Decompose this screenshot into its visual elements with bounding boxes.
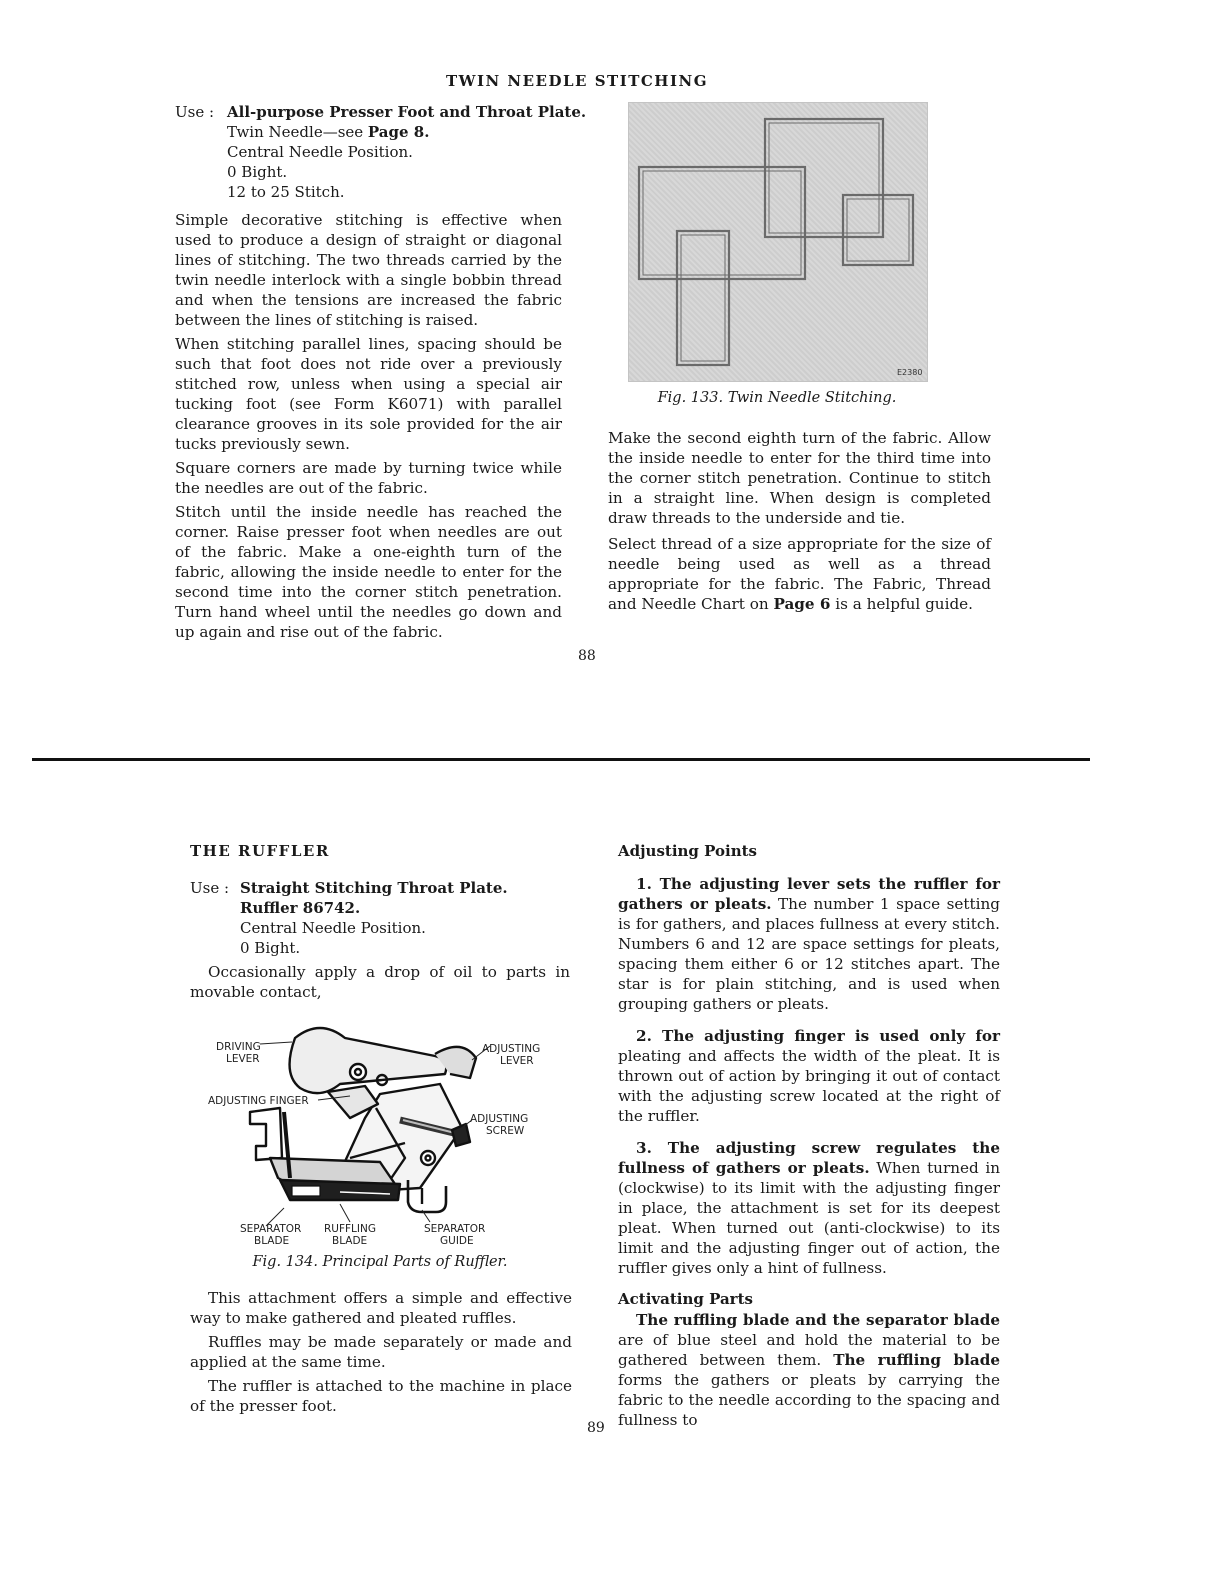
use-block-89 bbox=[190, 878, 580, 958]
label-separator-blade: SEPARATOR bbox=[240, 1223, 302, 1235]
activating-parts-heading: Activating Parts bbox=[618, 1290, 753, 1308]
paragraph: Ruffles may be made separately or made and applied at the same time. bbox=[190, 1333, 572, 1371]
right-column-89 bbox=[618, 842, 1000, 1430]
figure-133-caption: Fig. 133. Twin Needle Stitching. bbox=[657, 390, 897, 406]
paragraph: Simple decorative stitching is effective when used to produce a design of straight or diagonal lines of stitching. The two threads carried by the twin needle interlock with a single bobbin thread and when the tensions are increased the fabric between the lines of stitching is raised. bbox=[175, 211, 562, 329]
stitched-squares-figure bbox=[629, 103, 927, 381]
label-ruffling-blade: RUFFLING bbox=[324, 1223, 376, 1235]
label-separator-guide: SEPARATOR bbox=[424, 1223, 486, 1235]
page-divider bbox=[32, 758, 1090, 761]
use-line: Twin Needle—see Page 8. bbox=[227, 123, 430, 141]
use-line: 12 to 25 Stitch. bbox=[227, 183, 345, 201]
paragraph: Stitch until the inside needle has reached the corner. Raise presser foot when needles are out of the fabric. Make a one-eighth turn of the fabric, allowing the inside needle to enter for the second time into the corner stitch penetration. Turn hand wheel until the needles go down and up again and rise out of the fabric. bbox=[175, 503, 562, 641]
label-separator-guide: GUIDE bbox=[440, 1235, 474, 1247]
page-number: 88 bbox=[578, 648, 596, 664]
adjusting-point: 3. The adjusting screw regulates the fullness of gathers or pleats. When turned in (clockwise) to its limit with the adjusting finger in place, the attachment is set for its deepest pleat. When turned out (anti-clockwise) to its limit and the adjusting finger out of action, the ruffler gives only a hint of fullness. bbox=[618, 1139, 1001, 1277]
use-line: Straight Stitching Throat Plate. bbox=[240, 879, 508, 897]
paragraph: Make the second eighth turn of the fabric. Allow the inside needle to enter for the third time into the corner stitch penetration. Continue to stitch in a straight line. When design is completed draw threads to the underside and tie. bbox=[608, 429, 991, 527]
figure-code: E2380 bbox=[897, 368, 923, 377]
page-89-title: THE RUFFLER bbox=[190, 842, 330, 860]
activating-paragraph: The ruffling blade and the separator blade are of blue steel and hold the material to be gathered between them. The ruffling blade forms the gathers or pleats by carrying the fabric to the needle according to the spacing and fullness to bbox=[618, 1311, 1000, 1429]
use-line: Central Needle Position. bbox=[227, 143, 413, 161]
right-column-88 bbox=[608, 428, 991, 614]
use-line: Central Needle Position. bbox=[240, 919, 426, 937]
label-adjusting-screw: SCREW bbox=[486, 1125, 525, 1137]
left-column-88 bbox=[175, 210, 562, 642]
oil-paragraph: Occasionally apply a drop of oil to parts in movable contact, bbox=[190, 963, 570, 1001]
paragraph: When stitching parallel lines, spacing should be such that foot does not ride over a previously stitched row, unless when using a special air tucking foot (see Form K6071) with parallel clearance grooves in its sole provided for the air tucks previously sewn. bbox=[175, 335, 562, 453]
page-number: 89 bbox=[587, 1420, 605, 1436]
adjusting-point: 1. The adjusting lever sets the ruffler for gathers or pleats. The number 1 space setting is for gathers, and places fullness at every stitch. Numbers 6 and 12 are space settings for pleats, spacing them either 6 or 12 stitches apart. The star is for plain stitching, and is used when grouping gathers or pleats. bbox=[618, 875, 1000, 1013]
label-ruffling-blade: BLADE bbox=[332, 1235, 368, 1247]
label-adjusting-screw: ADJUSTING bbox=[470, 1113, 529, 1125]
use-label: Use : bbox=[190, 879, 230, 897]
paragraph: The ruffler is attached to the machine in place of the presser foot. bbox=[190, 1377, 572, 1415]
use-line: 0 Bight. bbox=[240, 939, 301, 957]
label-driving-lever: LEVER bbox=[226, 1053, 260, 1065]
ruffler-diagram bbox=[200, 1008, 560, 1248]
use-line: Ruffler 86742. bbox=[240, 899, 361, 917]
adjusting-points-heading: Adjusting Points bbox=[618, 842, 758, 860]
twin-needle-photo bbox=[628, 102, 928, 382]
label-adjusting-lever: ADJUSTING bbox=[482, 1043, 541, 1055]
label-separator-blade: BLADE bbox=[254, 1235, 290, 1247]
use-label: Use : bbox=[175, 103, 215, 121]
adjusting-point: 2. The adjusting finger is used only for pleating and affects the width of the pleat. It is thrown out of action by bringing it out of contact with the adjusting screw located at the right of the ruffler. bbox=[618, 1027, 1000, 1125]
use-line: 0 Bight. bbox=[227, 163, 288, 181]
use-line: All-purpose Presser Foot and Throat Plate. bbox=[227, 103, 587, 121]
use-block-88 bbox=[175, 102, 595, 202]
page-88-title: TWIN NEEDLE STITCHING bbox=[445, 72, 709, 90]
ruffler-illustration bbox=[200, 1008, 560, 1248]
paragraph: Select thread of a size appropriate for the size of needle being used as well as a thread appropriate for the fabric. The Fabric, Thread and Needle Chart on Page 6 is a helpful guide. bbox=[608, 535, 991, 613]
left-column-89 bbox=[190, 1288, 572, 1416]
label-driving-lever: DRIVING bbox=[216, 1041, 261, 1053]
paragraph: Square corners are made by turning twice while the needles are out of the fabric. bbox=[175, 459, 562, 497]
label-adjusting-lever: LEVER bbox=[500, 1055, 534, 1067]
figure-134-caption: Fig. 134. Principal Parts of Ruffler. bbox=[252, 1254, 508, 1270]
label-adjusting-finger: ADJUSTING FINGER bbox=[208, 1095, 309, 1107]
paragraph: This attachment offers a simple and effective way to make gathered and pleated ruffles. bbox=[190, 1289, 572, 1327]
